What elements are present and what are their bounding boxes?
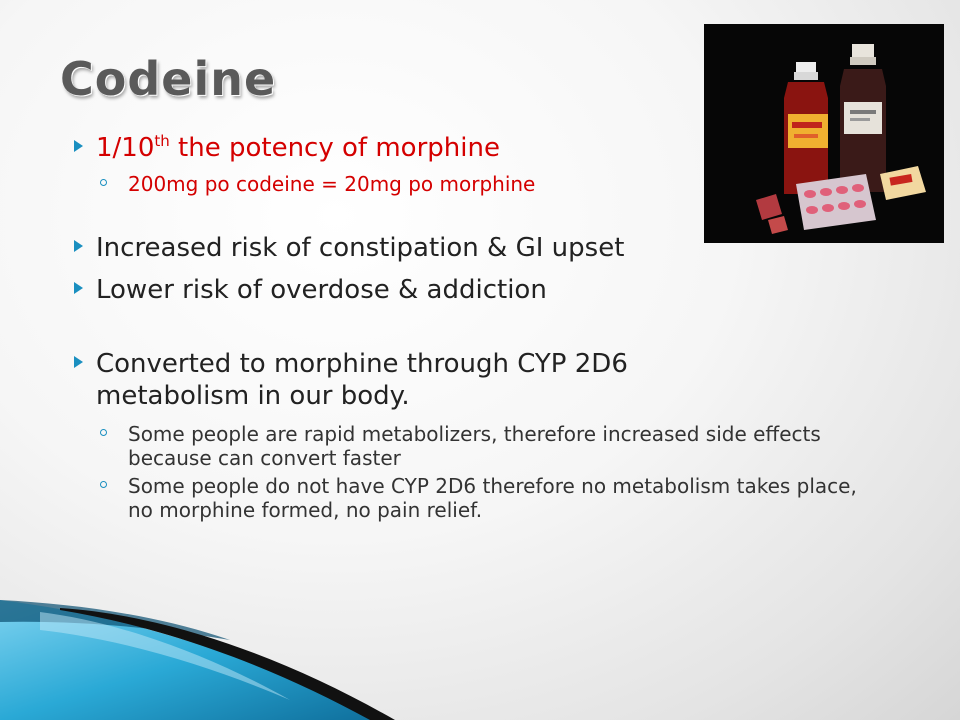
bullet-list (74, 130, 874, 522)
ring-bullet-icon (100, 481, 107, 488)
slide-title: Codeine (60, 52, 277, 106)
ring-bullet-icon (100, 179, 107, 186)
sub-bullet-text: Some people are rapid metabolizers, therefore increased side effects because can convert faster (128, 422, 821, 470)
sub-bullet-item (100, 172, 874, 196)
bullet-text: Lower risk of overdose & addiction (96, 275, 547, 305)
sub-bullet-text: 200mg po codeine = 20mg po morphine (128, 172, 536, 196)
arrow-bullet-icon (74, 140, 83, 152)
ring-bullet-icon (100, 429, 107, 436)
bullet-item-potency (74, 132, 874, 164)
bullet-item-constipation (74, 232, 874, 264)
bullet-text: Increased risk of constipation & GI upset (96, 233, 625, 263)
bullet-text: 1/10th the potency of morphine (96, 132, 500, 163)
sub-bullet-item (100, 474, 868, 522)
sub-bullet-text: Some people do not have CYP 2D6 therefore no metabolism takes place, no morphine formed, no pain relief. (128, 474, 857, 522)
bullet-text: Converted to morphine through CYP 2D6 metabolism in our body. (96, 349, 628, 411)
arrow-bullet-icon (74, 356, 83, 368)
sub-bullet-item (100, 422, 878, 470)
bullet-item-cyp2d6 (74, 348, 874, 412)
bullet-item-overdose (74, 274, 874, 306)
arrow-bullet-icon (74, 282, 83, 294)
arrow-bullet-icon (74, 240, 83, 252)
